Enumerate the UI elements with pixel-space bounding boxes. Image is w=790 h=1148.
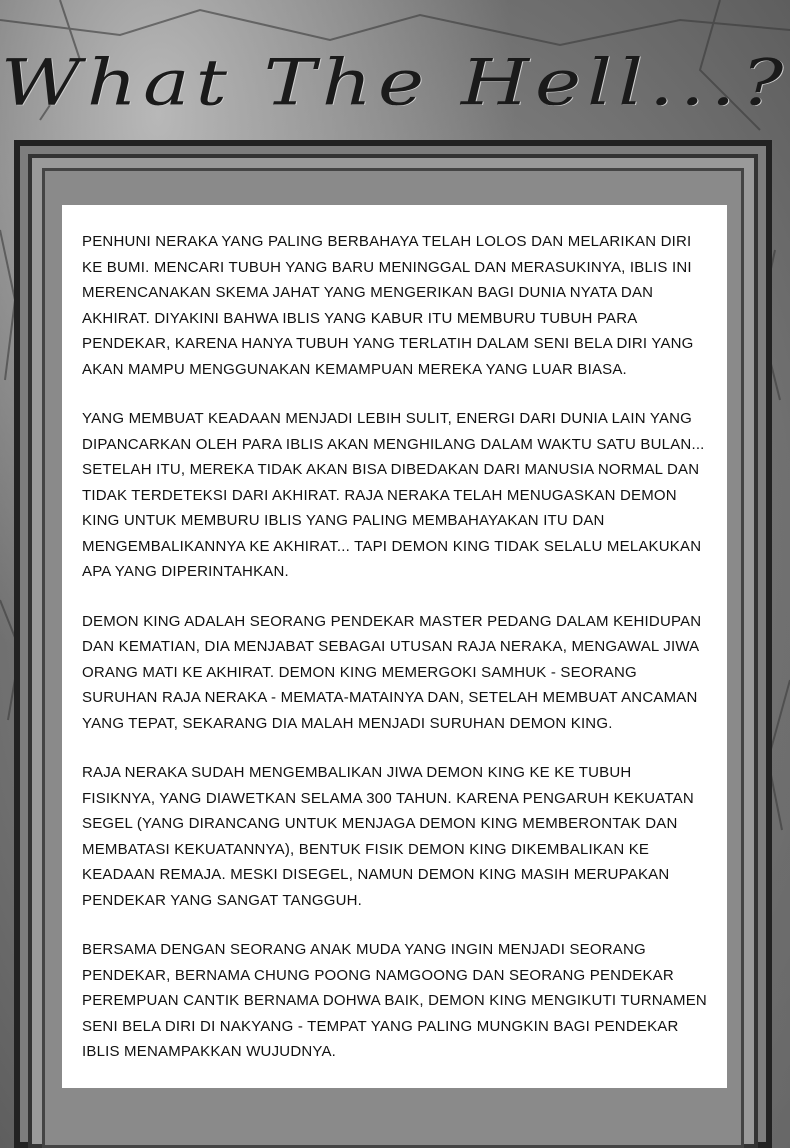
synopsis-paragraph-1: PENHUNI NERAKA YANG PALING BERBAHAYA TELAH LOLOS DAN MELARIKAN DIRI KE BUMI. MENCARI TUBUH YANG BARU MENINGGAL DAN MERASUKINYA, IBLIS INI MERENCANAKAN SKEMA JAHAT YANG MENGERIKAN BAGI DUNIA NYATA DAN AKHIRAT. DIYAKINI BAHWA IBLIS YANG KABUR ITU MEMBURU TUBUH PARA PENDEKAR, KARENA HANYA TUBUH YANG TERLATIH DALAM SENI BELA DIRI YANG AKAN MAMPU MENGGUNAKAN KEMAMPUAN MEREKA YANG LUAR BIASA. — [82, 233, 694, 378]
synopsis-paragraph-5: BERSAMA DENGAN SEORANG ANAK MUDA YANG INGIN MENJADI SEORANG PENDEKAR, BERNAMA CHUNG POONG NAMGOONG DAN SEORANG PENDEKAR PEREMPUAN CANTIK BERNAMA DOHWA BAIK, DEMON KING MENGIKUTI TURNAMEN SENI BELA DIRI DI NAKYANG - TEMPAT YANG PALING MUNGKIN BAGI PENDEKAR IBLIS MENAMPAKKAN WUJUDNYA. — [82, 941, 707, 1060]
synopsis-paragraph-4: RAJA NERAKA SUDAH MENGEMBALIKAN JIWA DEMON KING KE KE TUBUH FISIKNYA, YANG DIAWETKAN SELAMA 300 TAHUN. KARENA PENGARUH KEKUATAN SEGEL (YANG DIRANCANG UNTUK MENJAGA DEMON KING MEMBERONTAK DAN MEMBATASI KEKUATANNYA), BENTUK FISIK DEMON KING DIKEMBALIKAN KE KEADAAN REMAJA. MESKI DISEGEL, NAMUN DEMON KING MASIH MERUPAKAN PENDEKAR YANG SANGAT TANGGUH. — [82, 764, 694, 909]
page-title: What The Hell...? — [0, 46, 790, 120]
synopsis-paragraph-3: DEMON KING ADALAH SEORANG PENDEKAR MASTER PEDANG DALAM KEHIDUPAN DAN KEMATIAN, DIA MENJABAT SEBAGAI UTUSAN RAJA NERAKA, MENGAWAL JIWA ORANG MATI KE AKHIRAT. DEMON KING MEMERGOKI SAMHUK - SEORANG SURUHAN RAJA NERAKA - MEMATA-MATAINYA DAN, SETELAH MEMBUAT ANCAMAN YANG TEPAT, SEKARANG DIA MALAH MENJADI SURUHAN DEMON KING. — [82, 612, 702, 732]
synopsis-panel — [62, 205, 727, 1088]
synopsis-paragraph-2: YANG MEMBUAT KEADAAN MENJADI LEBIH SULIT, ENERGI DARI DUNIA LAIN YANG DIPANCARKAN OLEH PARA IBLIS AKAN MENGHILANG DALAM WAKTU SATU BULAN... SETELAH ITU, MEREKA TIDAK AKAN BISA DIBEDAKAN DARI MANUSIA NORMAL DAN TIDAK TERDETEKSI DARI AKHIRAT. RAJA NERAKA TELAH MENUGASKAN DEMON KING UNTUK MEMBURU IBLIS YANG PALING MEMBAHAYAKAN ITU DAN MENGEMBALIKANNYA KE AKHIRAT... TAPI DEMON KING TIDAK SELALU MELAKUKAN APA YANG DIPERINTAHKAN. — [82, 410, 705, 580]
